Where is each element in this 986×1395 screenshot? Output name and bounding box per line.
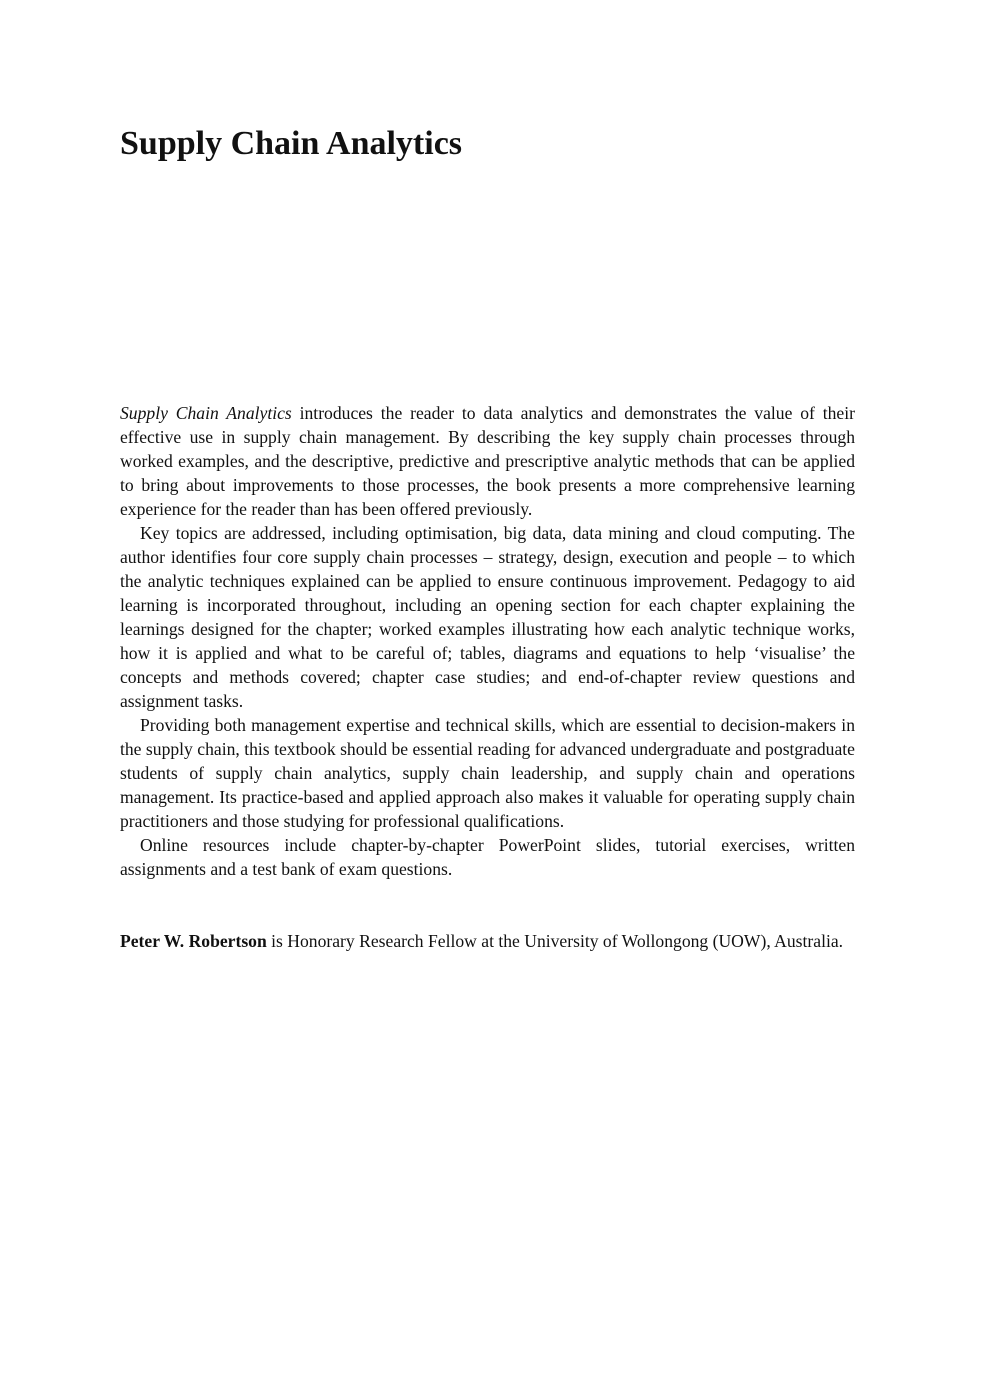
book-title-italic: Supply Chain Analytics (120, 403, 292, 423)
author-bio-paragraph (120, 929, 855, 953)
book-title: Supply Chain Analytics (120, 125, 463, 162)
description-paragraph-1-text: introduces the reader to data analytics and demonstrates the value of their effective use in supply chain management. By describing the key supply chain processes through worked examples, and the descriptive, predictive and prescriptive analytic methods that can be applied to bring about improvements to those processes, the book presents a more comprehensive learning experience for the reader than has been offered previously. (120, 403, 855, 519)
description-paragraph-4: Online resources include chapter-by-chapter PowerPoint slides, tutorial exercises, written assignments and a test bank of exam questions. (120, 835, 855, 879)
description-paragraph-3: Providing both management expertise and technical skills, which are essential to decision-makers in the supply chain, this textbook should be essential reading for advanced undergraduate and postgraduate students of supply chain analytics, supply chain leadership, and supply chain and operations management. Its practice-based and applied approach also makes it valuable for operating supply chain practitioners and those studying for professional qualifications. (120, 715, 855, 831)
author-bio (120, 929, 855, 953)
book-description (120, 401, 855, 881)
author-name: Peter W. Robertson (120, 931, 267, 951)
description-paragraph-2: Key topics are addressed, including optimisation, big data, data mining and cloud computing. The author identifies four core supply chain processes – strategy, design, execution and people – to which the analytic techniques explained can be applied to ensure continuous improvement. Pedagogy to aid learning is incorporated throughout, including an opening section for each chapter explaining the learnings designed for the chapter; worked examples illustrating how each analytic technique works, how it is applied and what to be careful of; tables, diagrams and equations to help ‘visualise’ the concepts and methods covered; chapter case studies; and end-of-chapter review questions and assignment tasks. (120, 523, 855, 711)
author-bio-text: is Honorary Research Fellow at the University of Wollongong (UOW), Australia. (266, 931, 844, 951)
description-paragraph-1 (120, 401, 855, 521)
